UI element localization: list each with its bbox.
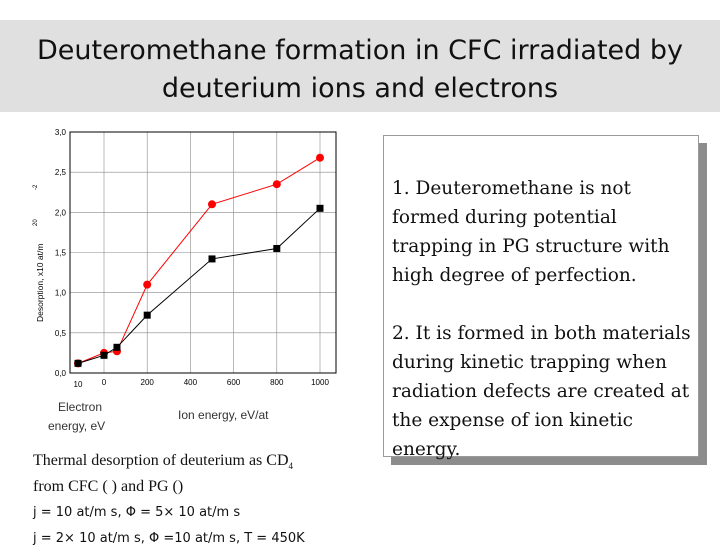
x-tick-label-electron: 10 xyxy=(73,380,83,389)
x-tick-label: 200 xyxy=(140,378,154,387)
caption-line-3: j = 10 at/m s, Φ = 5× 10 at/m s xyxy=(33,505,241,520)
title-line-1: Deuteromethane formation in CFC irradiated by xyxy=(36,35,683,66)
caption-line-2-mid: ) and PG ( xyxy=(107,478,178,495)
x-tick-label: 400 xyxy=(183,378,198,387)
y-axis-label-unit-exp: -2 xyxy=(33,184,39,190)
series-line-0 xyxy=(78,158,320,364)
y-tick-label: 0,5 xyxy=(54,328,66,338)
y-tick-label: 2,0 xyxy=(54,208,66,218)
caption-line-1-text: Thermal desorption of deuterium as CD xyxy=(33,452,289,469)
y-tick-label: 1,5 xyxy=(54,248,66,258)
caption-line-2 xyxy=(33,474,373,500)
y-tick-label: 2,5 xyxy=(54,168,66,178)
x-axis-label-electron-line1: Electron xyxy=(58,400,103,414)
desorption-chart xyxy=(28,122,368,440)
grid-layer xyxy=(70,132,336,373)
conclusions-box xyxy=(383,135,699,460)
data-point-circle xyxy=(273,180,281,188)
data-point-circle xyxy=(143,281,151,289)
x-axis-label-electron-line2: energy, eV xyxy=(48,419,106,433)
conclusion-1: 1. Deuteromethane is not formed during potential trapping in PG structure with high degree of perfection. xyxy=(392,178,670,286)
data-point-square xyxy=(113,344,120,351)
slide-title xyxy=(20,32,700,108)
y-tick-label: 0,0 xyxy=(54,369,66,378)
caption-line-2-text: from CFC ( xyxy=(33,478,108,495)
caption-line-2-end: ) xyxy=(177,478,184,495)
y-axis-label-main: Desorption, x10 at/m xyxy=(35,243,45,322)
y-tick-label: 3,0 xyxy=(54,128,66,137)
caption-line-4: j = 2× 10 at/m s, Φ =10 at/m s, T = 450K xyxy=(33,531,305,546)
y-tick-label: 1,0 xyxy=(54,288,66,298)
data-point-square xyxy=(75,360,82,367)
data-point-circle xyxy=(316,154,324,162)
title-bar xyxy=(0,20,720,112)
title-line-2: deuterium ions and electrons xyxy=(161,73,559,104)
x-tick-label: 600 xyxy=(226,378,241,387)
tick-layer xyxy=(55,128,330,389)
data-point-circle xyxy=(208,200,216,208)
data-point-square xyxy=(144,312,151,319)
conclusion-2: 2. It is formed in both materials during kinetic trapping when radiation defects are created at the expense of ion kinetic energy. xyxy=(392,323,691,460)
series-layer xyxy=(74,154,324,368)
y-axis-label-exp: 20 xyxy=(33,219,39,226)
data-point-square xyxy=(101,352,108,359)
y-axis-label xyxy=(35,244,45,322)
series-line-1 xyxy=(78,208,320,363)
figure-caption xyxy=(33,448,373,552)
x-tick-label: 0 xyxy=(101,378,107,387)
data-point-square xyxy=(209,255,216,262)
caption-line-1-sub: 4 xyxy=(288,461,293,472)
x-tick-label: 1000 xyxy=(311,378,329,387)
caption-line-1 xyxy=(33,448,373,474)
x-tick-label: 800 xyxy=(270,378,284,387)
x-axis-label-ion: Ion energy, eV/at xyxy=(178,408,269,422)
data-point-square xyxy=(273,245,280,252)
chart-svg xyxy=(28,122,368,440)
data-point-square xyxy=(317,205,324,212)
